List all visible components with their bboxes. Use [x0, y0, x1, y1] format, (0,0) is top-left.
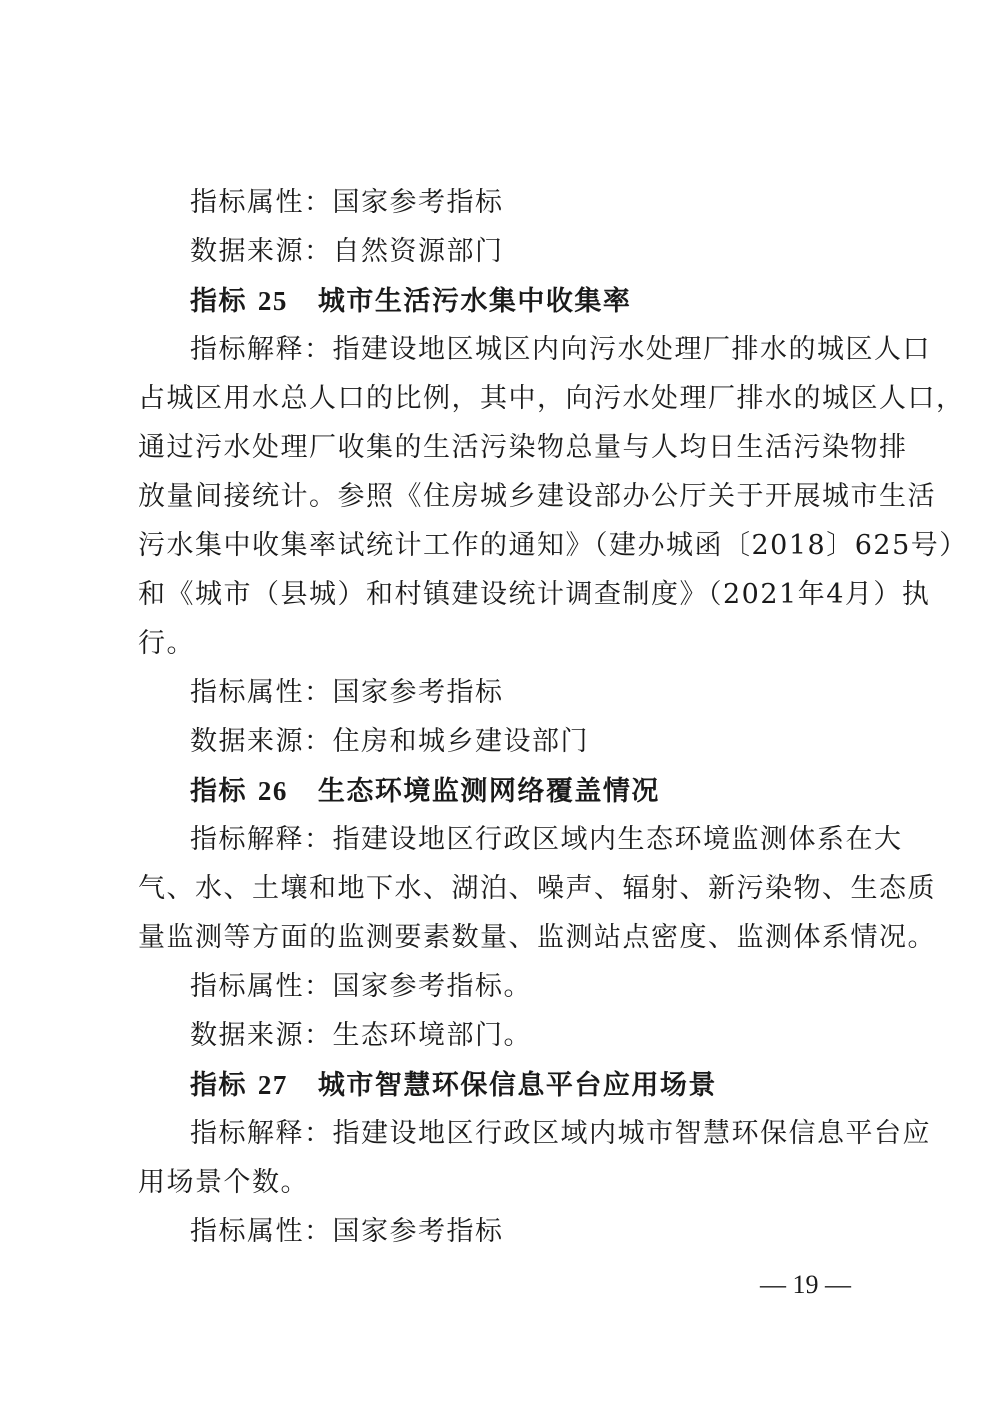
indicator-25-explanation-line: 指标解释：指建设地区城区内向污水处理厂排水的城区人口 [190, 334, 931, 365]
indicator-25-attribute: 指标属性：国家参考指标 [190, 677, 504, 708]
indicator-27-heading [190, 1068, 878, 1102]
indicator-label: 指标 [190, 776, 247, 807]
indicator-25-explanation-line: 和《城市（县城）和村镇建设统计调查制度》（2021年4月）执 [138, 579, 931, 610]
indicator-27-explanation-line: 指标解释：指建设地区行政区域内城市智慧环保信息平台应 [190, 1118, 931, 1149]
indicator-25-heading [190, 284, 878, 318]
indicator-27-attribute: 指标属性：国家参考指标 [190, 1216, 504, 1247]
attribute-label: 指标属性： [190, 187, 333, 218]
indicator-number: 25 [257, 286, 288, 316]
indicator-label: 指标 [190, 286, 247, 317]
indicator-number: 26 [257, 776, 288, 806]
indicator-26-explanation-line: 指标解释：指建设地区行政区域内生态环境监测体系在大 [190, 824, 903, 855]
attribute-line [190, 186, 878, 220]
indicator-25-explanation-line: 污水集中收集率试统计工作的通知》（建办城函〔2018〕625号） [138, 530, 968, 561]
indicator-title: 城市生活污水集中收集率 [317, 286, 632, 317]
indicator-25-explanation-line: 占城区用水总人口的比例，其中，向污水处理厂排水的城区人口， [138, 383, 965, 414]
indicator-25-explanation-line: 放量间接统计。参照《住房城乡建设部办公厅关于开展城市生活 [138, 481, 936, 512]
indicator-label: 指标 [190, 1070, 247, 1101]
indicator-26-explanation-line: 量监测等方面的监测要素数量、监测站点密度、监测体系情况。 [138, 922, 936, 953]
indicator-title: 城市智慧环保信息平台应用场景 [317, 1070, 717, 1101]
indicator-number: 27 [257, 1070, 288, 1100]
indicator-26-source: 数据来源：生态环境部门。 [190, 1020, 532, 1051]
indicator-title: 生态环境监测网络覆盖情况 [317, 776, 660, 807]
source-value: 自然资源部门 [332, 236, 504, 267]
indicator-26-attribute: 指标属性：国家参考指标。 [190, 971, 532, 1002]
page-number: — 19 — [760, 1270, 851, 1299]
indicator-26-heading [190, 774, 878, 808]
indicator-25-explanation-line: 通过污水处理厂收集的生活污染物总量与人均日生活污染物排 [138, 432, 908, 463]
indicator-27-explanation-line: 用场景个数。 [138, 1167, 309, 1198]
indicator-26-explanation-line: 气、水、土壤和地下水、湖泊、噪声、辐射、新污染物、生态质 [138, 873, 936, 904]
source-line [190, 235, 878, 269]
indicator-25-source: 数据来源：住房和城乡建设部门 [190, 726, 589, 757]
source-label: 数据来源： [190, 236, 333, 267]
indicator-25-explanation-line: 行。 [138, 628, 195, 659]
attribute-value: 国家参考指标 [332, 187, 504, 218]
